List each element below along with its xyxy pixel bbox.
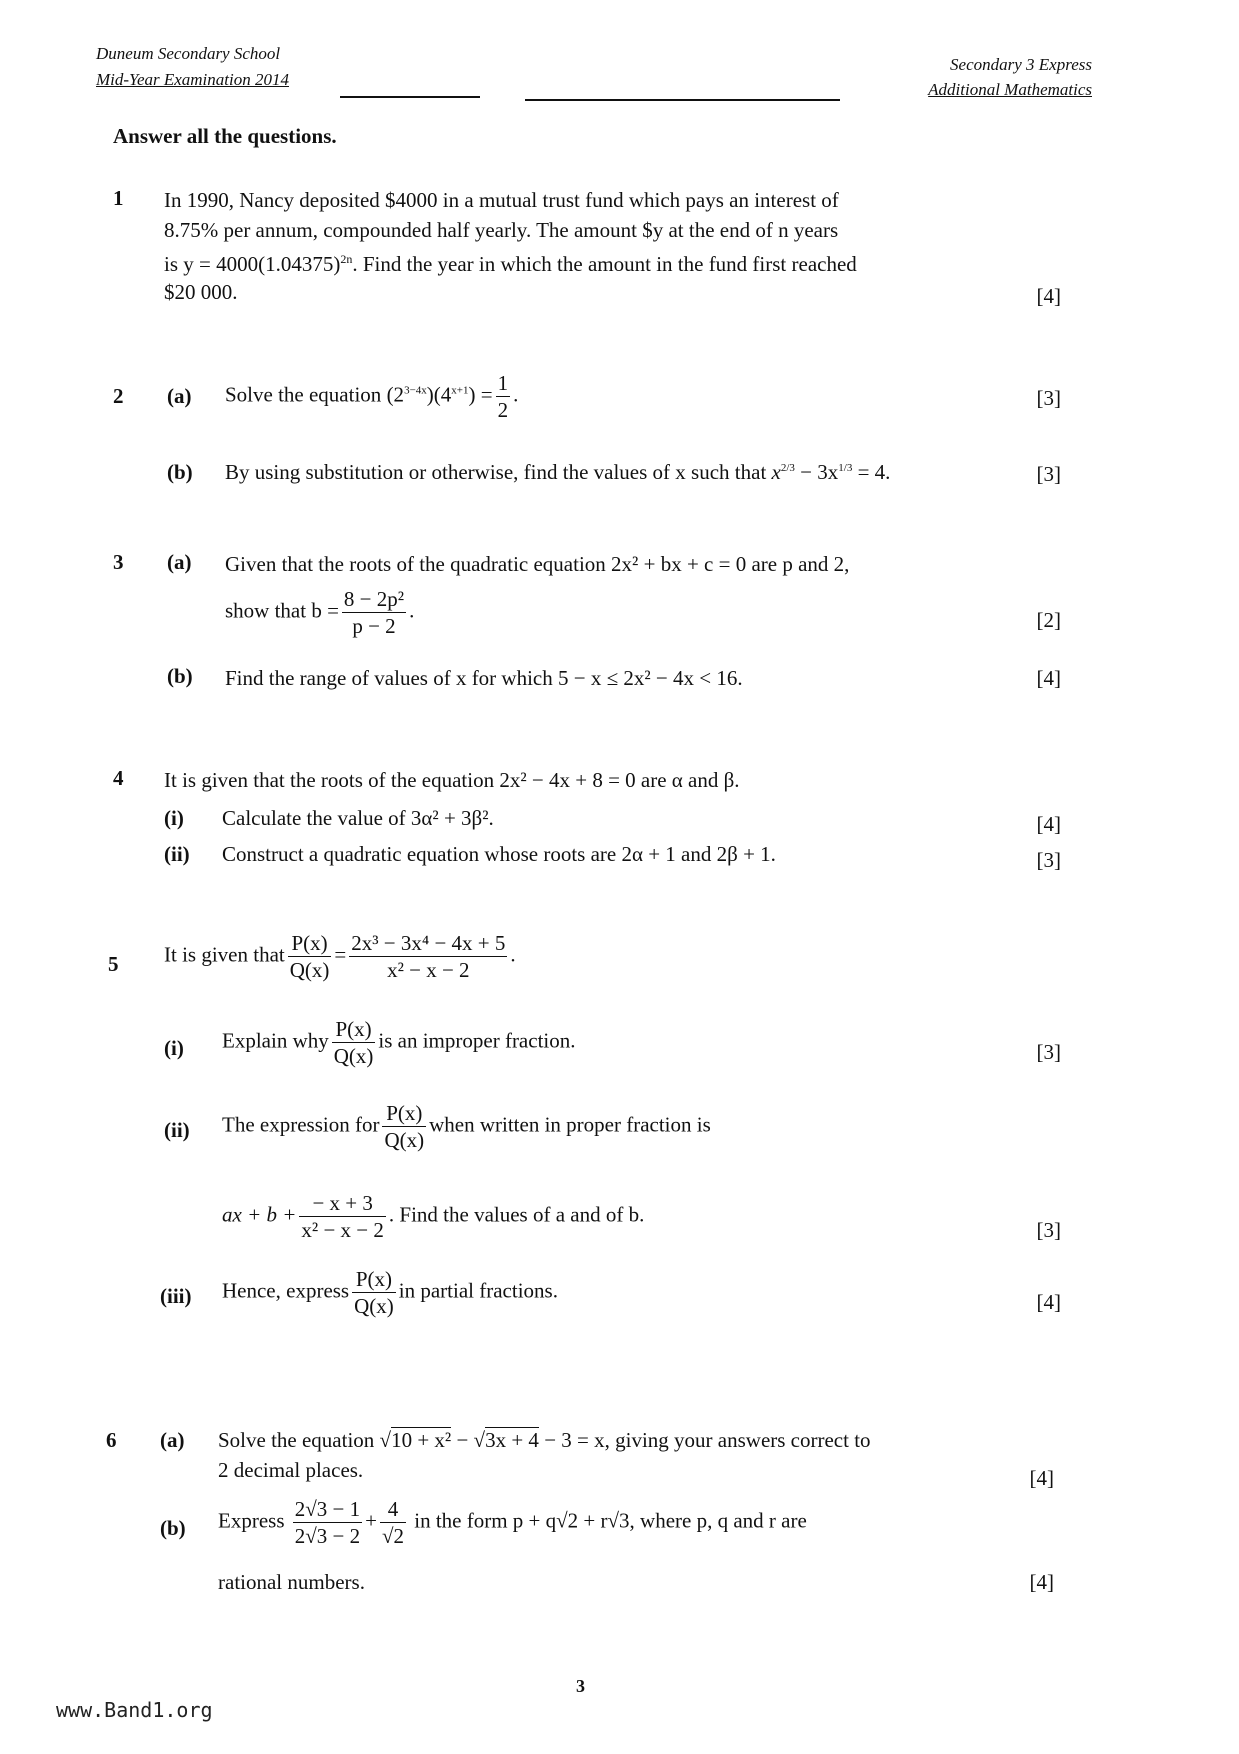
part-label: (b) xyxy=(160,1516,186,1540)
question-number: 2 xyxy=(113,384,124,408)
marks: [4] xyxy=(1036,666,1061,690)
q5ii-line2: ax + b + $\frac{- x + 3}{\text{x² − x − 2}}$ . Find the values of a and of b. xyxy=(222,1191,645,1243)
q1-line: is $y = 4000(1.04375)^{2n}$. Find the year in which the amount in the fund first reached xyxy=(164,252,857,276)
question-number: 6 xyxy=(106,1428,117,1452)
marks: [4] xyxy=(1036,284,1061,308)
part-label: (ii) xyxy=(164,842,190,866)
q3b-text: Find the range of values of x for which 5 − x ≤ 2x² − 4x < 16. xyxy=(225,666,743,690)
part-label: (a) xyxy=(167,550,192,574)
school-name: Duneum Secondary School xyxy=(96,44,281,63)
marks: [3] xyxy=(1036,462,1061,486)
part-label: (iii) xyxy=(160,1284,192,1308)
q4ii-text: Construct a quadratic equation whose roots are 2α + 1 and 2β + 1. xyxy=(222,842,776,866)
q4i-text: Calculate the value of 3α² + 3β². xyxy=(222,806,494,830)
subject: Additional Mathematics xyxy=(928,80,1092,99)
question-number: 3 xyxy=(113,550,124,574)
q1-line: $20 000. xyxy=(164,280,238,304)
q4-text: It is given that the roots of the equation 2x² − 4x + 8 = 0 are α and β. xyxy=(164,768,740,792)
q1-line: In 1990, Nancy deposited $4000 in a mutual trust fund which pays an interest of xyxy=(164,188,839,212)
part-label: (b) xyxy=(167,664,193,688)
q6a-line2: 2 decimal places. xyxy=(218,1458,364,1482)
marks: [4] xyxy=(1036,1290,1061,1314)
marks: [2] xyxy=(1036,608,1061,632)
part-label: (a) xyxy=(160,1428,185,1452)
part-label: (i) xyxy=(164,1036,184,1060)
q6b-line2: rational numbers. xyxy=(218,1570,365,1594)
marks: [4] xyxy=(1036,812,1061,836)
question-number: 4 xyxy=(113,766,124,790)
q2b-text: By using substitution or otherwise, find the values of x such that $x^{2/3} - 3x^{1/3} = 4$. xyxy=(225,460,891,484)
instruction: Answer all the questions. xyxy=(113,124,337,148)
marks: [3] xyxy=(1036,386,1061,410)
exam-name: Mid-Year Examination 2014 xyxy=(96,70,289,89)
marks: [3] xyxy=(1036,1218,1061,1242)
q6b-text: Express $\frac{2√3 - 1}{2√3 - 2}$ + $\frac{4}{√2}$ in the form p + q√2 + r√3, where p, q and r are xyxy=(218,1497,807,1549)
q5iii-text: Hence, express $\frac{P(x)}{Q(x)}$ in partial fractions. xyxy=(222,1267,558,1319)
part-label: (i) xyxy=(164,806,184,830)
marks: [3] xyxy=(1036,848,1061,872)
marks: [4] xyxy=(1029,1466,1054,1490)
page-number: 3 xyxy=(576,1676,585,1696)
part-label: (b) xyxy=(167,460,193,484)
question-number: 5 xyxy=(108,952,119,976)
level: Secondary 3 Express xyxy=(950,55,1092,74)
q5i-text: Explain why $\frac{P(x)}{Q(x)}$ is an improper fraction. xyxy=(222,1017,576,1069)
q5ii-text: The expression for $\frac{P(x)}{Q(x)}$ when written in proper fraction is xyxy=(222,1101,711,1153)
q3a-show: show that b = $\frac{\text{8 − 2p²}}{p - 2}$ . xyxy=(225,587,415,639)
header-rule xyxy=(340,96,480,98)
marks: [4] xyxy=(1029,1570,1054,1594)
question-number: 1 xyxy=(113,186,124,210)
watermark: www.Band1.org xyxy=(56,1698,213,1722)
q6a-text: Solve the equation √10 + x² − √3x + 4 − 3 = x, giving your answers correct to xyxy=(218,1428,871,1452)
q1-line: 8.75% per annum, compounded half yearly. The amount $y at the end of n years xyxy=(164,218,839,242)
marks: [3] xyxy=(1036,1040,1061,1064)
q2a-text: Solve the equation $(2^{3-4x})(4^{x+1})$ = $\frac{1}{2}$ . xyxy=(225,371,519,423)
q5-text: It is given that $\frac{P(x)}{Q(x)}$ = $\frac{\text{2x³ − 3x⁴ − 4x + 5}}{\text{x² − x − 2}}$ . xyxy=(164,931,516,983)
part-label: (a) xyxy=(167,384,192,408)
q3a-text: Given that the roots of the quadratic equation 2x² + bx + c = 0 are p and 2, xyxy=(225,552,850,576)
header-rule xyxy=(525,99,840,101)
part-label: (ii) xyxy=(164,1118,190,1142)
